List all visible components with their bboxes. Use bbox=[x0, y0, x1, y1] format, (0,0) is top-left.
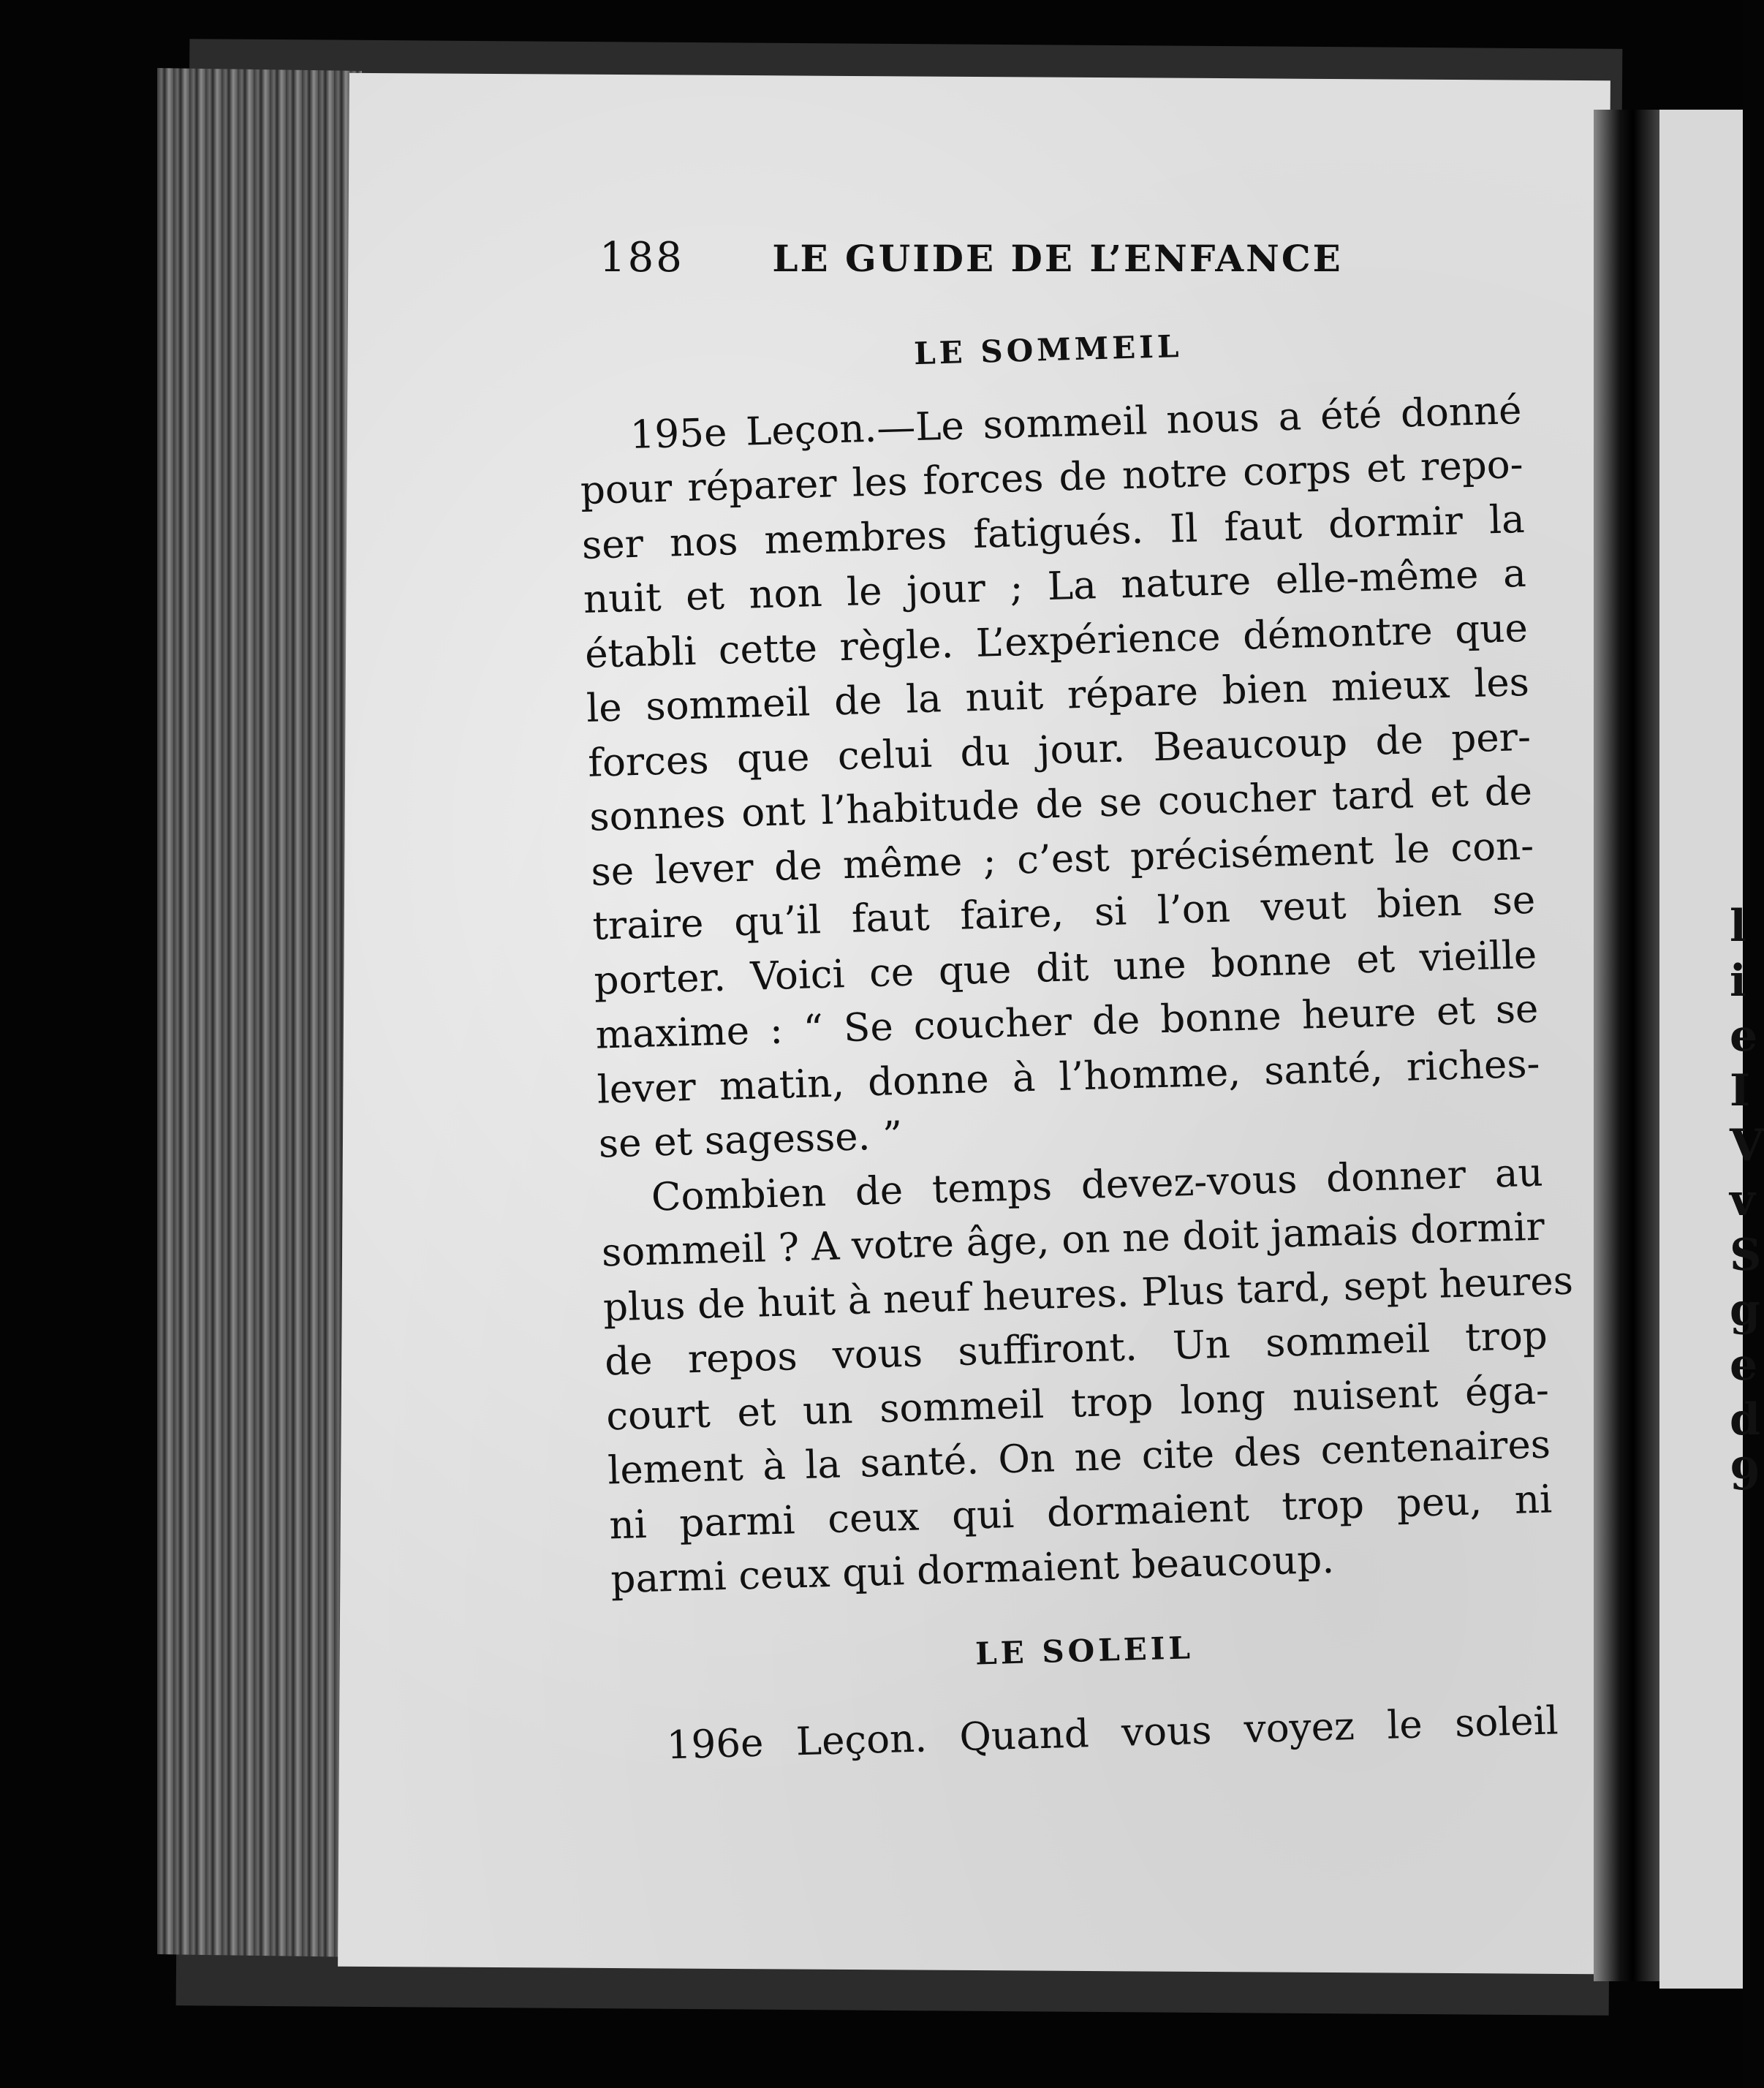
text-line: Combien de temps devez-vous donner au bbox=[651, 1150, 1544, 1220]
text-line: court et un sommeil trop long nuisent éga- bbox=[605, 1367, 1550, 1439]
text-line: lement à la santé. On ne cite des centenaires bbox=[607, 1422, 1551, 1494]
text-line: forces que celui du jour. Beaucoup de per- bbox=[587, 714, 1532, 786]
text-line: 195e Leçon.—Le sommeil nous a été donné bbox=[629, 387, 1523, 458]
text-line: parmi ceux qui dormaient beaucoup. bbox=[610, 1537, 1335, 1603]
text-line: sommeil ? A votre âge, on ne doit jamais dormir bbox=[601, 1204, 1545, 1276]
text-line: ni parmi ceux qui dormaient trop peu, ni bbox=[608, 1476, 1553, 1548]
text-line: porter. Voici ce que dit une bonne et vieille bbox=[593, 932, 1538, 1004]
running-title: LE GUIDE DE L’ENFANCE bbox=[772, 237, 1343, 280]
text-line: lever matin, donne à l’homme, santé, riches- bbox=[596, 1041, 1541, 1113]
text-line: ser nos membres fatigués. Il faut dormir la bbox=[581, 496, 1526, 568]
page-header bbox=[599, 234, 1343, 281]
text-line: établi cette règle. L’expérience démontre que bbox=[584, 605, 1529, 677]
section-title-sommeil: LE SOMMEIL bbox=[913, 328, 1184, 372]
text-line: le sommeil de la nuit répare bien mieux les bbox=[586, 659, 1530, 731]
text-line: sonnes ont l’habitude de se coucher tard et de bbox=[588, 768, 1533, 840]
lesson-195-paragraph bbox=[578, 383, 1542, 1172]
text-line: se et sagesse. ” bbox=[598, 1113, 904, 1167]
text-line: 196e Leçon. Quand vous voyez le soleil bbox=[666, 1698, 1559, 1769]
sleep-duration-paragraph bbox=[599, 1146, 1574, 1608]
next-page-text-fragment: l i e I V v S g e d 9 bbox=[1730, 901, 1764, 1500]
page-body bbox=[578, 328, 1574, 1775]
section-title-soleil: LE SOLEIL bbox=[974, 1629, 1195, 1671]
page-number: 188 bbox=[599, 234, 684, 281]
text-line: maxime : “ Se coucher de bonne heure et se bbox=[594, 986, 1540, 1058]
text-line: nuit et non le jour ; La nature elle-même a bbox=[583, 551, 1527, 622]
text-line: plus de huit à neuf heures. Plus tard, sept heures bbox=[602, 1257, 1574, 1330]
gutter-shadow bbox=[1594, 110, 1659, 1981]
text-line: traire qu’il faut faire, si l’on veut bien se bbox=[591, 877, 1536, 949]
text-line: se lever de même ; c’est précisément le con- bbox=[590, 823, 1534, 895]
page-stack-edges bbox=[157, 68, 362, 1957]
text-line: de repos vous suffiront. Un sommeil trop bbox=[604, 1313, 1548, 1385]
text-line: pour réparer les forces de notre corps et repo- bbox=[580, 442, 1524, 513]
